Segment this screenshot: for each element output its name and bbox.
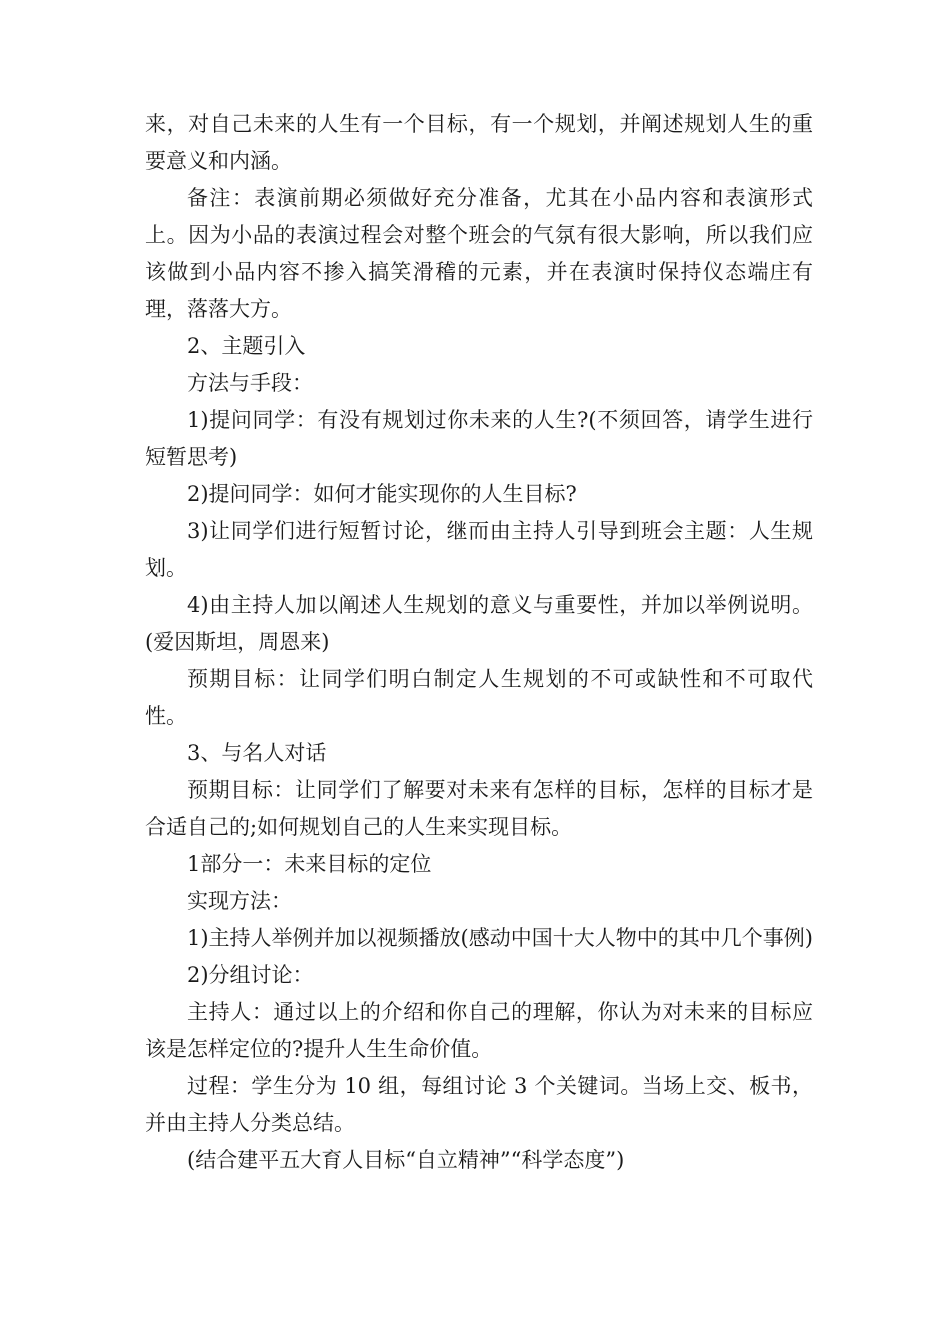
paragraph: 过程：学生分为 10 组，每组讨论 3 个关键词。当场上交、板书，并由主持人分类总结。 [145, 1074, 813, 1135]
paragraph: 预期目标：让同学们了解要对未来有怎样的目标，怎样的目标才是合适自己的;如何规划自己的人生来实现目标。 [145, 778, 813, 839]
subsection-heading: 1部分一：未来目标的定位 [187, 852, 432, 876]
paragraph: 来，对自己未来的人生有一个目标，有一个规划，并阐述规划人生的重要意义和内涵。 [145, 112, 813, 173]
list-item: 2)分组讨论： [187, 963, 314, 987]
paragraph: 备注：表演前期必须做好充分准备，尤其在小品内容和表演形式上。因为小品的表演过程会对整个班会的气氛有很大影响，所以我们应该做到小品内容不掺入搞笑滑稽的元素，并在表演时保持仪态端庄有理，落落大方。 [145, 186, 813, 321]
section-heading: 2、主题引入 [187, 334, 306, 358]
paragraph: 预期目标：让同学们明白制定人生规划的不可或缺性和不可取代性。 [145, 667, 813, 728]
list-item: 3)让同学们进行短暂讨论，继而由主持人引导到班会主题：人生规划。 [145, 519, 813, 580]
paragraph: 方法与手段： [187, 371, 313, 395]
list-item: 1)提问同学：有没有规划过你未来的人生?(不须回答，请学生进行短暂思考) [145, 408, 813, 469]
list-item: 2)提问同学：如何才能实现你的人生目标? [187, 482, 577, 506]
section-heading: 3、与名人对话 [187, 741, 327, 765]
list-item: 4)由主持人加以阐述人生规划的意义与重要性，并加以举例说明。(爱因斯坦，周恩来) [145, 593, 813, 654]
list-item: 1)主持人举例并加以视频播放(感动中国十大人物中的其中几个事例) [187, 926, 813, 950]
paragraph: 主持人：通过以上的介绍和你自己的理解，你认为对未来的目标应该是怎样定位的?提升人生生命价值。 [145, 1000, 813, 1061]
paragraph: (结合建平五大育人目标“自立精神”“科学态度”) [187, 1148, 625, 1172]
paragraph: 实现方法： [187, 889, 292, 913]
document-page [145, 106, 813, 1179]
